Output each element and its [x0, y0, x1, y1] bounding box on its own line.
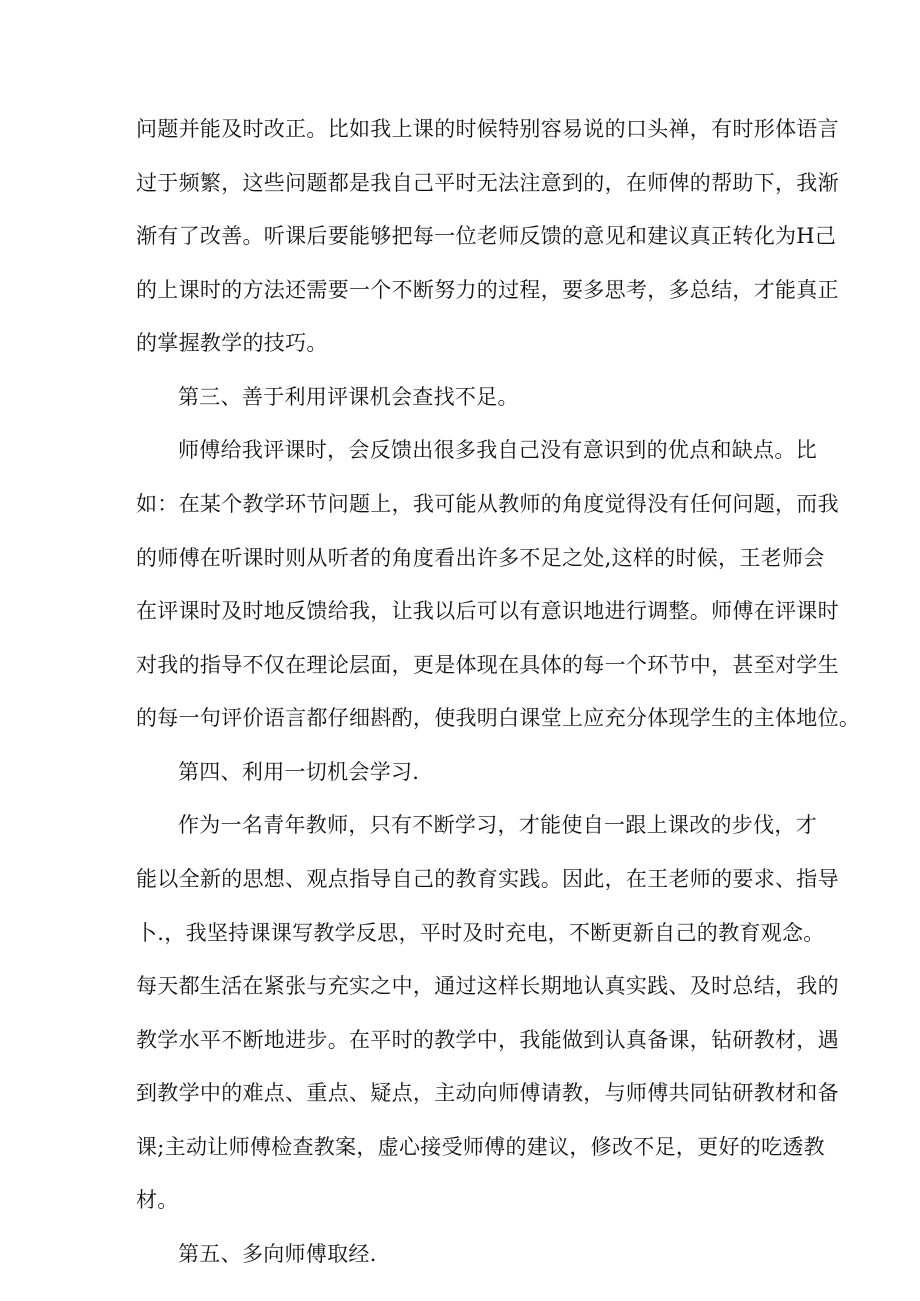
text-line: 的掌握教学的技巧。: [136, 331, 328, 355]
text-line: 问题并能及时改正。比如我上课的时候特别容易说的口头禅，有时形体语言: [136, 117, 839, 141]
text-line: 的上课时的方法还需要一个不断努力的过程，要多思考，多总结，才能真正: [136, 278, 839, 302]
text-line: 材。: [136, 1188, 179, 1212]
text-line: 的每一句评价语言都仔细斟酌，使我明白课堂上应充分体现学生的主体地位。: [136, 706, 861, 730]
text-line: 到教学中的难点、重点、疑点，主动向师傅请教，与师傅共同钻研教材和备: [136, 1081, 839, 1105]
text-line: 过于频繁，这些问题都是我自己平时无法注意到的，在师俾的帮助下，我渐: [136, 171, 839, 195]
text-line: 教学水平不断地进步。在平时的教学中，我能做到认真备课，钻研教材，遇: [136, 1028, 839, 1052]
section-heading: 第五、多向师傅取经.: [178, 1242, 377, 1266]
text-line: 每天都生活在紧张与充实之中，通过这样长期地认真实践、及时总结，我的: [136, 974, 839, 998]
text-line: 的师傅在听课时则从听者的角度看出许多不足之处,这样的时候，王老师会: [136, 546, 825, 570]
text-line: 在评课时及时地反馈给我，让我以后可以有意识地进行调整。师傅在评课时: [136, 599, 839, 623]
text-line: 如：在某个教学环节问题上，我可能从教师的角度觉得没有任何问题，而我: [136, 492, 839, 516]
text-line: 对我的指导不仅在理论层面，更是体现在具体的每一个环节中，甚至对学生: [136, 653, 839, 677]
section-heading: 第四、利用一切机会学习.: [178, 760, 420, 784]
text-line: 渐有了改善。听课后要能够把每一位老师反馈的意见和建议真正转化为H己: [136, 224, 837, 248]
text-line: 能以全新的思想、观点指导自己的教育实践。因此，在王老师的要求、指导: [136, 867, 839, 891]
text-line: 卜.，我坚持课课写教学反思，平时及时充电，不断更新自己的教育观念。: [136, 921, 825, 945]
text-line: 作为一名青年教师，只有不断学习，才能使自一跟上课改的步伐，才: [178, 813, 817, 837]
section-heading: 第三、善于利用评课机会查找不足。: [178, 385, 519, 409]
text-line: 课;主动让师傅检查教案，虚心接受师傅的建议，修改不足，更好的吃透教: [136, 1135, 825, 1159]
text-line: 师傅给我评课时，会反馈出很多我自己没有意识到的优点和缺点。比: [178, 438, 817, 462]
